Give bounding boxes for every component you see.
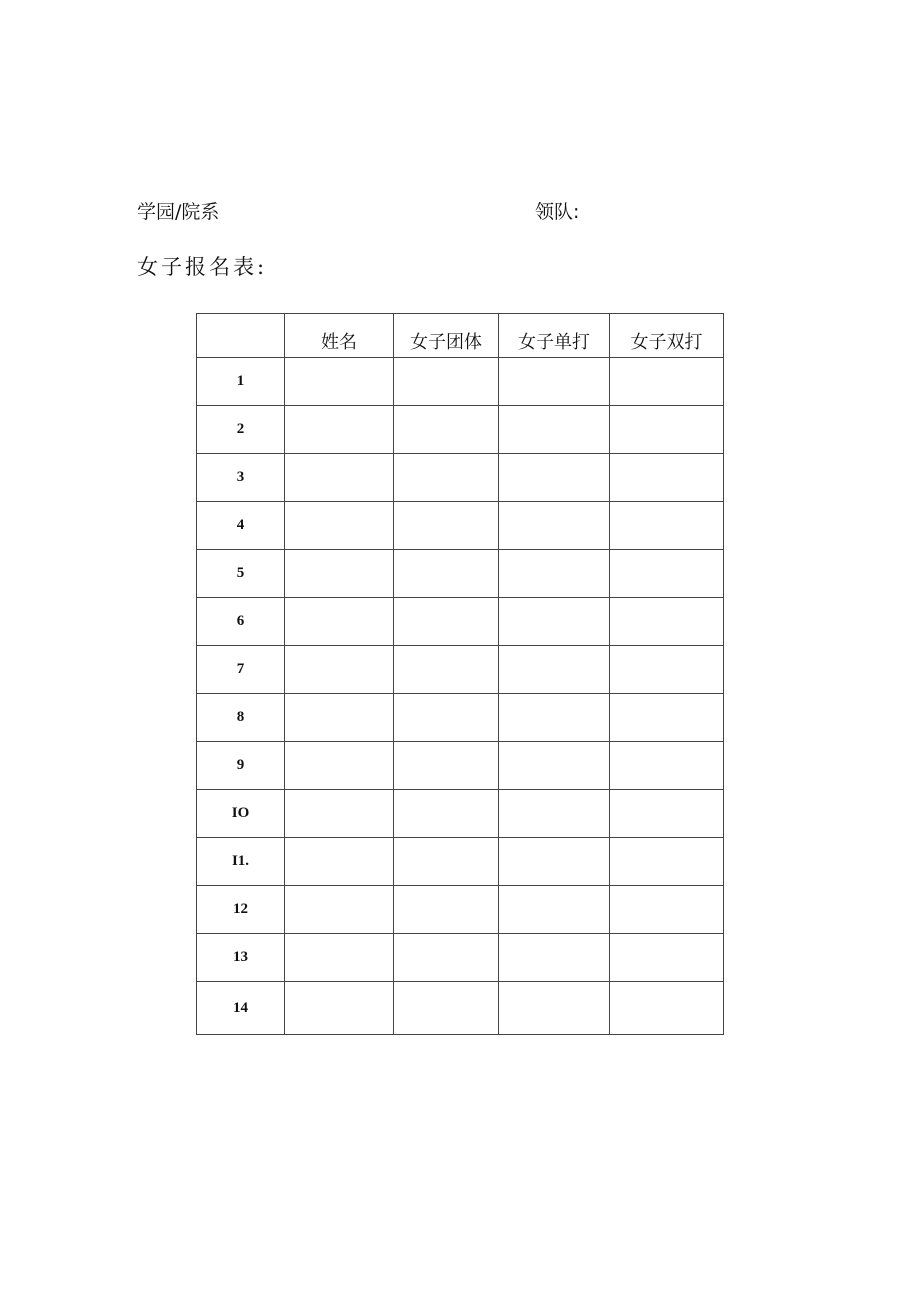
table-row <box>197 982 724 1035</box>
doubles-cell[interactable] <box>610 982 724 1035</box>
name-cell[interactable] <box>285 934 394 982</box>
team-cell[interactable] <box>394 886 499 934</box>
name-cell[interactable] <box>285 646 394 694</box>
name-cell[interactable] <box>285 694 394 742</box>
doubles-cell[interactable] <box>610 838 724 886</box>
table-row <box>197 886 724 934</box>
table-row <box>197 598 724 646</box>
singles-cell[interactable] <box>499 838 610 886</box>
team-cell[interactable] <box>394 598 499 646</box>
name-cell[interactable] <box>285 550 394 598</box>
name-cell[interactable] <box>285 742 394 790</box>
name-cell[interactable] <box>285 454 394 502</box>
name-cell[interactable] <box>285 406 394 454</box>
doubles-cell[interactable] <box>610 646 724 694</box>
row-number: 6 <box>197 598 285 646</box>
row-number: 4 <box>197 502 285 550</box>
team-cell[interactable] <box>394 406 499 454</box>
doubles-cell[interactable] <box>610 358 724 406</box>
singles-cell[interactable] <box>499 694 610 742</box>
singles-cell[interactable] <box>499 406 610 454</box>
college-label: 学园/院系 <box>137 201 220 223</box>
team-cell[interactable] <box>394 646 499 694</box>
name-cell[interactable] <box>285 502 394 550</box>
singles-cell[interactable] <box>499 454 610 502</box>
singles-cell[interactable] <box>499 934 610 982</box>
name-cell[interactable] <box>285 790 394 838</box>
column-header-name: 姓名 <box>285 314 394 358</box>
row-number: 12 <box>197 886 285 934</box>
row-number: 2 <box>197 406 285 454</box>
doubles-cell[interactable] <box>610 790 724 838</box>
team-cell[interactable] <box>394 934 499 982</box>
team-cell[interactable] <box>394 694 499 742</box>
doubles-cell[interactable] <box>610 598 724 646</box>
row-number: 1 <box>197 358 285 406</box>
row-number: 14 <box>197 982 285 1035</box>
team-cell[interactable] <box>394 742 499 790</box>
row-number: 5 <box>197 550 285 598</box>
column-header-doubles: 女子双打 <box>610 314 724 358</box>
table-row <box>197 454 724 502</box>
name-cell[interactable] <box>285 982 394 1035</box>
doubles-cell[interactable] <box>610 406 724 454</box>
row-number: 7 <box>197 646 285 694</box>
table-row <box>197 742 724 790</box>
row-number: 3 <box>197 454 285 502</box>
doubles-cell[interactable] <box>610 694 724 742</box>
singles-cell[interactable] <box>499 550 610 598</box>
column-header-team: 女子团体 <box>394 314 499 358</box>
row-number: 9 <box>197 742 285 790</box>
singles-cell[interactable] <box>499 886 610 934</box>
singles-cell[interactable] <box>499 358 610 406</box>
table-body <box>197 358 724 1035</box>
table-row <box>197 790 724 838</box>
form-title: 女子报名表: <box>137 255 268 279</box>
team-cell[interactable] <box>394 502 499 550</box>
team-cell[interactable] <box>394 982 499 1035</box>
table-row <box>197 694 724 742</box>
doubles-cell[interactable] <box>610 454 724 502</box>
table-row <box>197 358 724 406</box>
table-row <box>197 646 724 694</box>
row-number: IO <box>197 790 285 838</box>
singles-cell[interactable] <box>499 790 610 838</box>
name-cell[interactable] <box>285 838 394 886</box>
team-cell[interactable] <box>394 838 499 886</box>
team-cell[interactable] <box>394 358 499 406</box>
row-number: 8 <box>197 694 285 742</box>
table-row <box>197 406 724 454</box>
row-number: 13 <box>197 934 285 982</box>
doubles-cell[interactable] <box>610 934 724 982</box>
team-leader-label: 领队: <box>535 201 580 223</box>
team-cell[interactable] <box>394 550 499 598</box>
column-header-number <box>197 314 285 358</box>
singles-cell[interactable] <box>499 742 610 790</box>
name-cell[interactable] <box>285 886 394 934</box>
doubles-cell[interactable] <box>610 886 724 934</box>
column-header-singles: 女子单打 <box>499 314 610 358</box>
doubles-cell[interactable] <box>610 742 724 790</box>
table-header-row <box>197 314 724 358</box>
registration-table <box>196 313 724 1035</box>
name-cell[interactable] <box>285 598 394 646</box>
doubles-cell[interactable] <box>610 550 724 598</box>
table-row <box>197 838 724 886</box>
team-cell[interactable] <box>394 454 499 502</box>
table-row <box>197 502 724 550</box>
singles-cell[interactable] <box>499 502 610 550</box>
name-cell[interactable] <box>285 358 394 406</box>
singles-cell[interactable] <box>499 982 610 1035</box>
table-row <box>197 934 724 982</box>
singles-cell[interactable] <box>499 598 610 646</box>
team-cell[interactable] <box>394 790 499 838</box>
singles-cell[interactable] <box>499 646 610 694</box>
table-row <box>197 550 724 598</box>
doubles-cell[interactable] <box>610 502 724 550</box>
row-number: I1. <box>197 838 285 886</box>
